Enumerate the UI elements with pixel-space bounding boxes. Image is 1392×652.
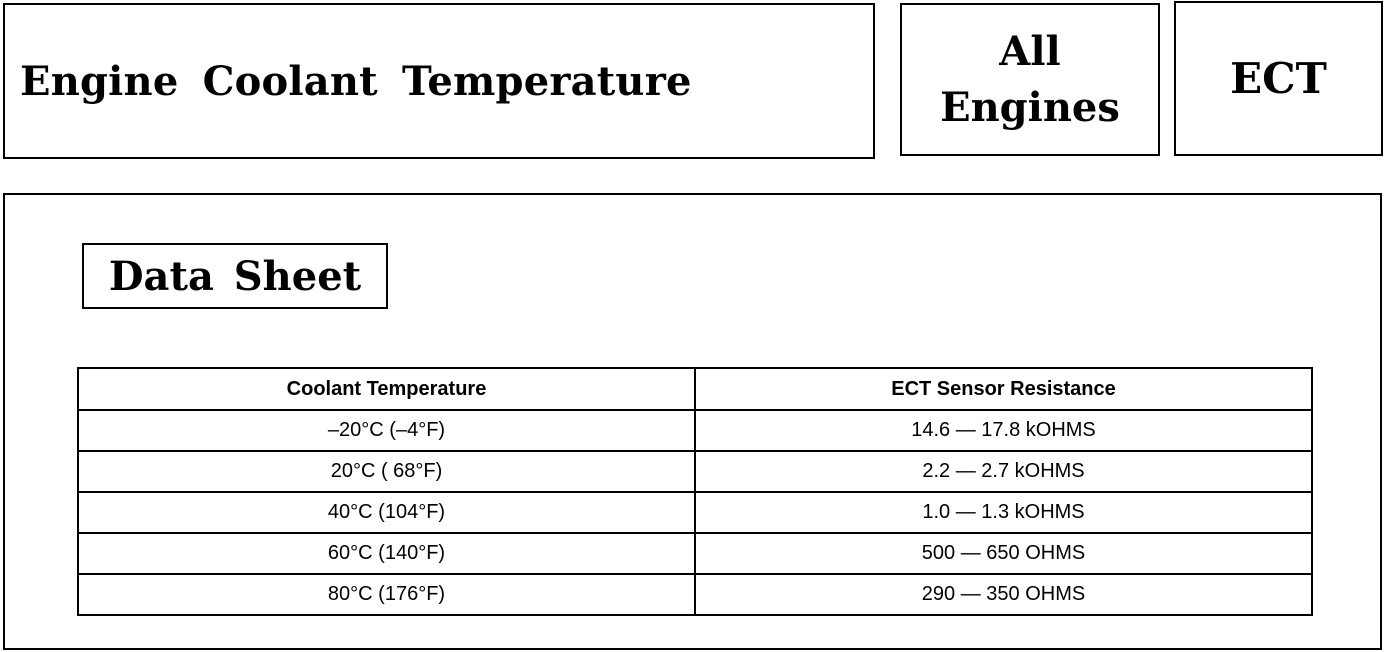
table-row <box>78 410 1312 451</box>
page-title: Engine Coolant Temperature <box>20 57 692 105</box>
resistance-cell: 1.0 — 1.3 kOHMS <box>695 492 1312 533</box>
temperature-cell: 80°C (176°F) <box>78 574 695 615</box>
resistance-table <box>77 367 1313 616</box>
temperature-cell: 20°C ( 68°F) <box>78 451 695 492</box>
code-box <box>1174 1 1383 156</box>
section-label-box <box>82 243 388 309</box>
section-label: Data Sheet <box>108 252 362 300</box>
column-header-resistance: ECT Sensor Resistance <box>695 368 1312 410</box>
applicability-box <box>900 3 1160 156</box>
resistance-cell: 14.6 — 17.8 kOHMS <box>695 410 1312 451</box>
temperature-cell: –20°C (–4°F) <box>78 410 695 451</box>
applicability-line-2: Engines <box>940 83 1120 131</box>
component-code: ECT <box>1230 54 1327 103</box>
table-header-row <box>78 368 1312 410</box>
table-row <box>78 451 1312 492</box>
applicability-line-1: All <box>999 27 1061 75</box>
table-row <box>78 492 1312 533</box>
temperature-cell: 60°C (140°F) <box>78 533 695 574</box>
resistance-cell: 2.2 — 2.7 kOHMS <box>695 451 1312 492</box>
title-box <box>3 3 875 159</box>
data-sheet-panel <box>3 193 1382 650</box>
resistance-cell: 290 — 350 OHMS <box>695 574 1312 615</box>
table-row <box>78 533 1312 574</box>
table-row <box>78 574 1312 615</box>
temperature-cell: 40°C (104°F) <box>78 492 695 533</box>
column-header-temperature: Coolant Temperature <box>78 368 695 410</box>
resistance-cell: 500 — 650 OHMS <box>695 533 1312 574</box>
